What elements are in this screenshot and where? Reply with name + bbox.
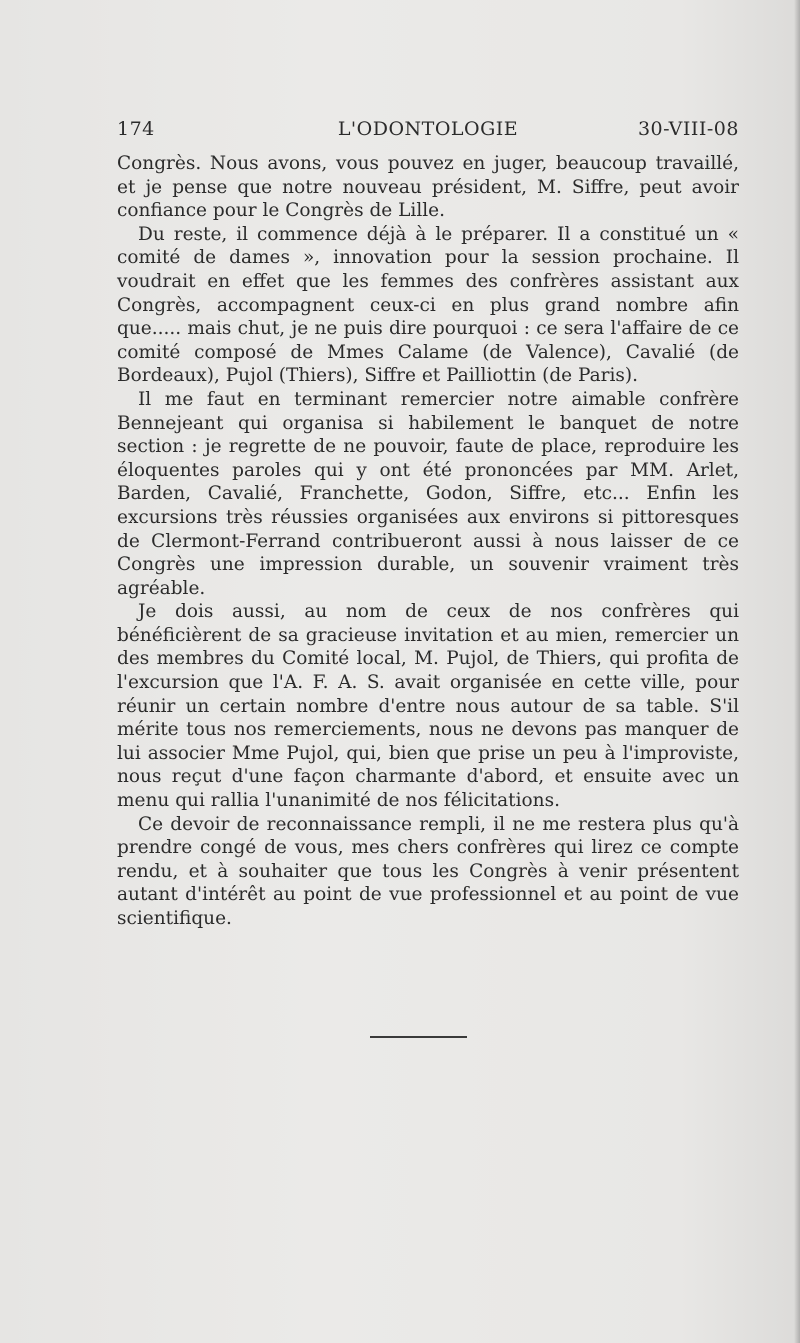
issue-date: 30-VIII-08 — [637, 118, 739, 140]
paragraph-1: Congrès. Nous avons, vous pouvez en juger, beaucoup travaillé, et je pense que notre nouveau président, M. Siffre, peut avoir confiance pour le Congrès de Lille. — [117, 153, 739, 222]
article-body — [117, 152, 739, 931]
paragraph-3: Il me faut en terminant remercier notre aimable confrère Bennejeant qui organisa si habilement le banquet de notre section : je regrette de ne pouvoir, faute de place, reproduire les éloquentes paroles qui y ont été prononcées par MM. Arlet, Barden, Cavalié, Franchette, Godon, Siffre, etc... Enfin les excursions très réussies organisées aux environs si pittoresques de Clermont-Ferrand contribueront aussi à nous laisser de ce Congrès une impression durable, un souvenir vraiment très agréable. — [117, 388, 739, 599]
paragraph-2: Du reste, il commence déjà à le préparer. Il a constitué un « comité de dames », innovation pour la session prochaine. Il voudrait en effet que les femmes des confrères assistant aux Congrès, accompagnent ceux-ci en plus grand nombre afin que..... mais chut, je ne puis dire pourquoi : ce sera l'affaire de ce comité composé de Mmes Calame (de Valence), Cavalié (de Bordeaux), Pujol (Thiers), Siffre et Pailliottin (de Paris). — [117, 223, 739, 387]
page-number: 174 — [117, 118, 155, 140]
page-header — [117, 118, 739, 148]
running-title: L'ODONTOLOGIE — [337, 118, 519, 140]
paragraph-5: Ce devoir de reconnaissance rempli, il ne me restera plus qu'à prendre congé de vous, mes chers confrères qui lirez ce compte rendu, et à souhaiter que tous les Congrès à venir présentent autant d'intérêt au point de vue professionnel et au point de vue scientifique. — [117, 813, 739, 929]
end-of-article-rule — [370, 1036, 467, 1038]
paragraph-4: Je dois aussi, au nom de ceux de nos confrères qui bénéficièrent de sa gracieuse invitation et au mien, remercier un des membres du Comité local, M. Pujol, de Thiers, qui profita de l'excursion que l'A. F. A. S. avait organisée en cette ville, pour réunir un certain nombre d'entre nous autour de sa table. S'il mérite tous nos remerciements, nous ne devons pas manquer de lui associer Mme Pujol, qui, bien que prise un peu à l'improviste, nous reçut d'une façon charmante d'abord, et ensuite avec un menu qui rallia l'unanimité de nos félicitations. — [117, 601, 739, 812]
page-edge-shadow — [794, 0, 800, 1343]
